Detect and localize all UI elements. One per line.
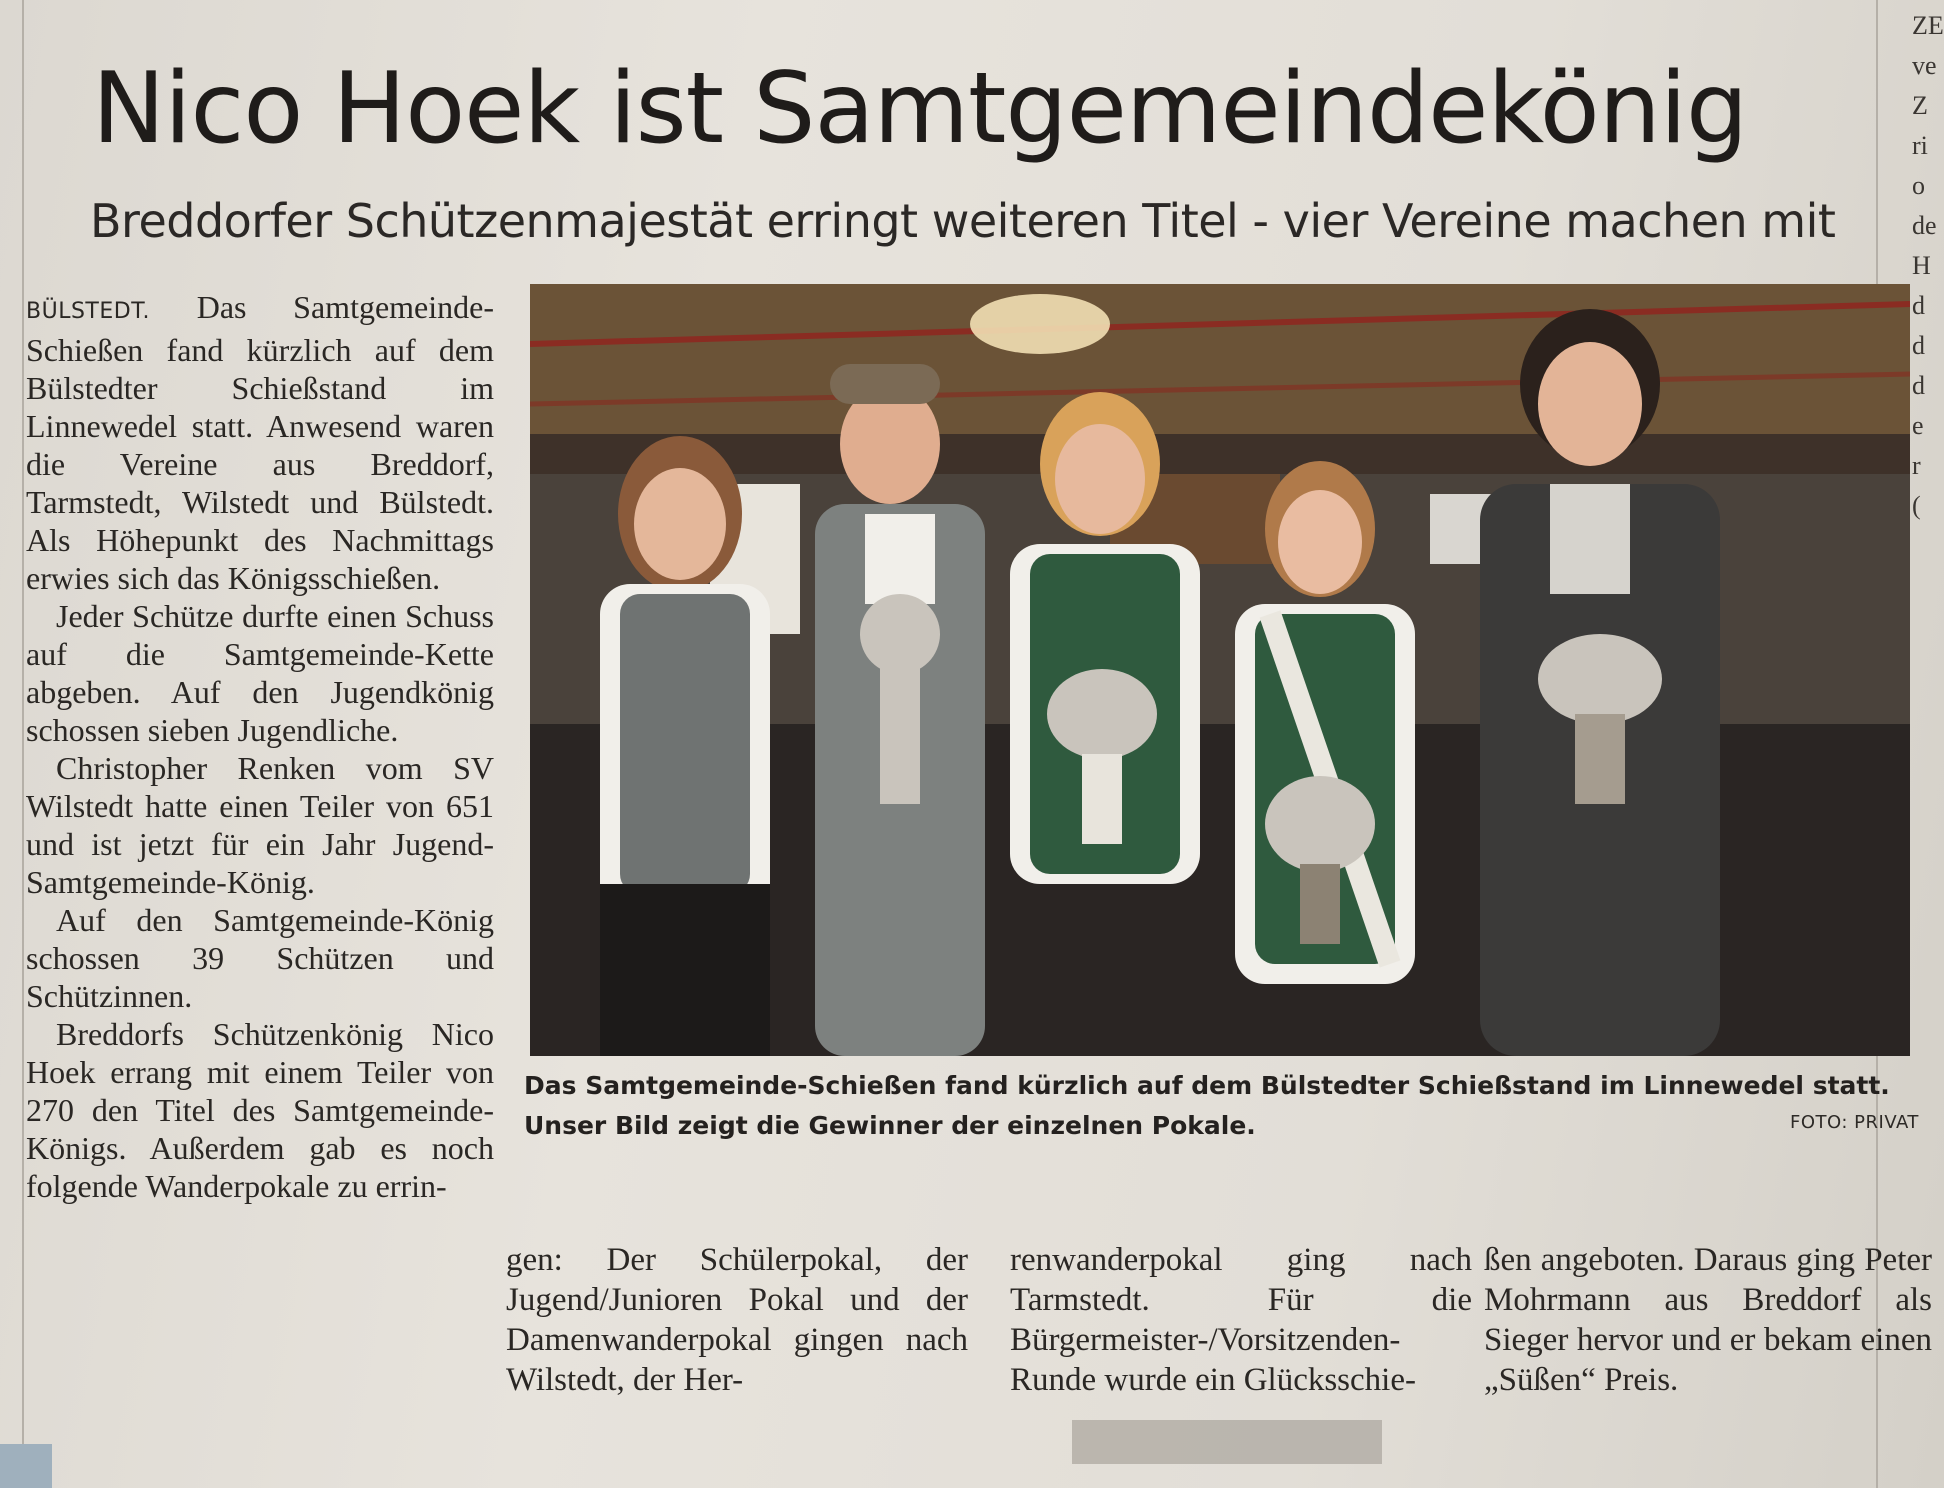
article-photo [530, 284, 1910, 1056]
article-headline: Nico Hoek ist Samtgemeindekönig [92, 52, 1748, 166]
photo-illustration [530, 284, 1910, 1056]
article-body-column-2: gen: Der Schülerpokal, der Jugend/Junioren Pokal und der Damenwanderpokal gingen nach Wilstedt, der Her- [506, 1242, 968, 1398]
dateline: BÜLSTEDT. [26, 299, 151, 324]
photo-credit: FOTO: PRIVAT [1790, 1112, 1919, 1133]
article-paragraph: Christopher Renken vom SV Wilstedt hatte einen Teiler von 651 und ist jetzt für ein Jahr Jugend-Samtgemeinde-König. [26, 750, 494, 900]
adjacent-article-fragment: ZE ve Z ri o de H d d d e r ( [1912, 11, 1944, 520]
column-rule-left [22, 0, 24, 1488]
ceiling-lamp [970, 294, 1110, 354]
corner-mark [0, 1444, 52, 1488]
article-paragraph: Jeder Schütze durfte einen Schuss auf die Samtgemeinde-Kette abgeben. Auf den Jugendkönig schossen sieben Jugendliche. [26, 598, 494, 748]
photo-caption: Das Samtgemeinde-Schießen fand kürzlich auf dem Bülstedter Schießstand im Linnewedel statt. Unser Bild zeigt die Gewinner der einzelnen Pokale. [524, 1071, 1890, 1140]
article-paragraph: BÜLSTEDT. Das Samtgemeinde-Schießen fand kürzlich auf dem Bülstedter Schießstand im Linnewedel statt. Anwesend waren die Vereine aus Breddorf, Tarmstedt, Wilstedt und Bülstedt. Als Höhepunkt des Nachmittags erwies sich das Königsschießen. [26, 289, 494, 596]
article-paragraph: Auf den Samtgemeinde-König schossen 39 Schützen und Schützinnen. [26, 902, 494, 1014]
article-subheadline: Breddorfer Schützenmajestät erringt weiteren Titel - vier Vereine machen mit [90, 194, 1836, 248]
article-body-left-column [26, 288, 494, 1205]
article-body-column-3: renwanderpokal ging nach Tarmstedt. Für die Bürgermeister-/Vorsitzenden-Runde wurde ein Glücksschie- [1010, 1242, 1472, 1398]
article-paragraph: Breddorfs Schützenkönig Nico Hoek errang mit einem Teiler von 270 den Titel des Samtgemeinde-Königs. Außerdem gab es noch folgende Wanderpokale zu errin- [26, 1016, 494, 1204]
tape-strip [1072, 1420, 1382, 1464]
article-body-column-4: ßen angeboten. Daraus ging Peter Mohrmann aus Breddorf als Sieger hervor und er bekam einen „Süßen“ Preis. [1484, 1242, 1932, 1398]
